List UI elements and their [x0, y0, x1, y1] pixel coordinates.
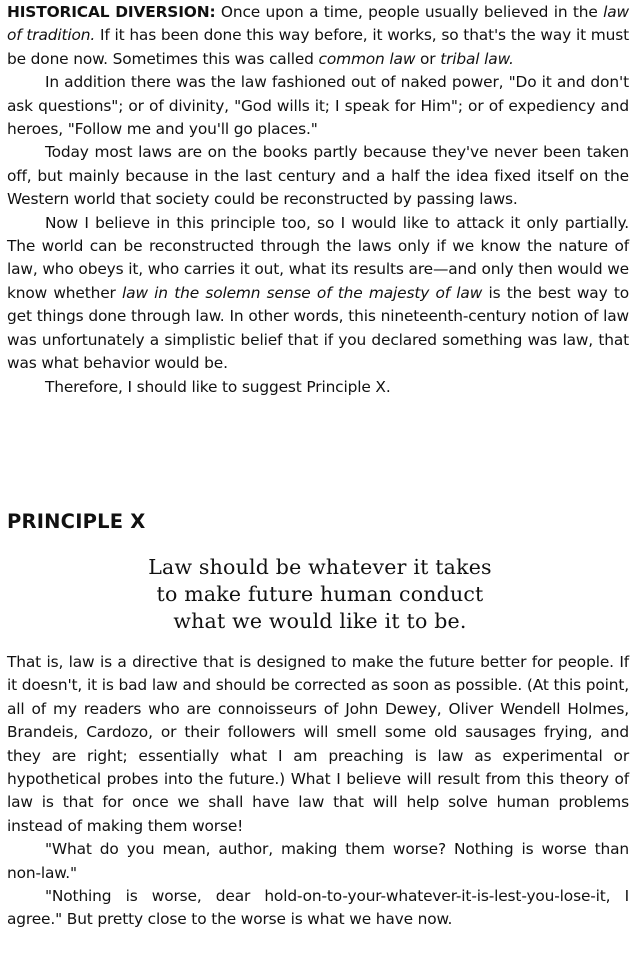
historical-paragraph-3: Today most laws are on the books partly because they've never been taken off, but mainly because in the last century and a half the idea fixed itself on the Western world that society could be reconstructed by passing laws. — [7, 143, 629, 209]
historical-paragraph-5: Therefore, I should like to suggest Principle X. — [45, 377, 391, 396]
historical-p4-emphasis-majesty: law in the solemn sense of the majesty of law — [122, 283, 483, 302]
principle-line-1: Law should be whatever it takes — [148, 555, 492, 579]
principle-explanation-section — [7, 651, 629, 932]
explanation-paragraph-1: That is, law is a directive that is designed to make the future better for people. If it doesn't, it is bad law and should be corrected as soon as possible. (At this point, all of my readers who are connoisseurs of John Dewey, Oliver Wendell Holmes, Brandeis, Cardozo, or their followers will smell some old sausages frying, and they are right; essentially what I am preaching is law as experimental or hypothetical probes into the future.) What I believe will result from this theory of law is that for once we shall have law that will help solve human problems instead of making them worse! — [7, 653, 629, 835]
historical-p4-text-b: is the best way to get things done through law. In other words, this nineteenth-century notion of law was unfortunately a simplistic belief that if you declared something was law, that was what behavior would be. — [7, 283, 629, 373]
historical-p1-emphasis-tribal-law: tribal law. — [440, 49, 514, 68]
principle-line-2: to make future human conduct — [156, 582, 484, 606]
principle-heading: PRINCIPLE X — [7, 510, 146, 533]
explanation-paragraph-2: "What do you mean, author, making them worse? Nothing is worse than non-law." — [7, 840, 629, 882]
historical-p1-emphasis-common-law: common law — [318, 49, 416, 68]
historical-paragraph-4 — [7, 212, 629, 376]
historical-p4-text-a: Now I believe in this principle too, so I would like to attack it only partially. The world can be reconstructed through the laws only if we know the nature of law, who obeys it, who carries it out, what its results are—and only then would we know whether — [7, 213, 629, 302]
explanation-paragraph-3: "Nothing is worse, dear hold-on-to-your-whatever-it-is-lest-you-lose-it, I agree." But pretty close to the worse is what we have now. — [7, 887, 629, 929]
principle-statement — [0, 554, 640, 635]
historical-diversion-section — [7, 0, 629, 399]
historical-paragraph-1 — [7, 1, 629, 71]
historical-p1-text-c: or — [415, 49, 441, 68]
historical-paragraph-2: In addition there was the law fashioned out of naked power, "Do it and don't ask questions"; or of divinity, "God wills it; I speak for Him"; or of expediency and heroes, "Follow me and you'll go places." — [7, 73, 629, 139]
historical-diversion-label: HISTORICAL DIVERSION: — [7, 3, 216, 21]
historical-p1-text-b: If it has been done this way before, it works, so that's the way it must be done now. Sometimes this was called — [7, 26, 630, 68]
historical-p1-emphasis-tradition: law of tradition. — [7, 3, 629, 45]
historical-p1-text-a: Once upon a time, people usually believed in the — [215, 3, 604, 21]
principle-line-3: what we would like it to be. — [173, 609, 467, 633]
